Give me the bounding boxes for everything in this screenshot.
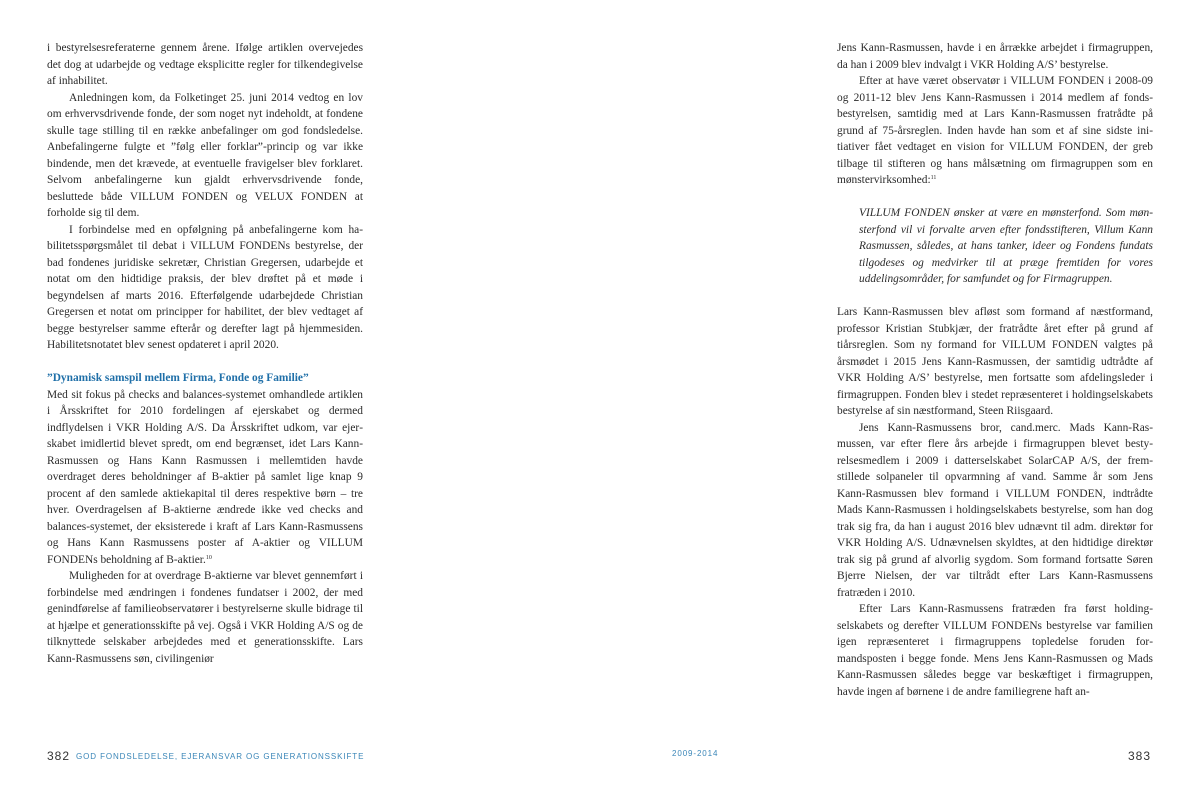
page-number: 383	[1128, 749, 1152, 763]
paragraph-text: Efter at have været observatør i VILLUM FONDEN i 2008-09 og 2011-12 blev Jens Kann-Rasmussen i 2014 medlem af fondsbestyrelsen, samtidig med at Lars Kann-Rasmussen fratrådte på grund af 75-årsreglen. Inden havde han som et af sine sidste initiativer fået vedtaget en vision for VILLUM FONDEN, der greb tilbage til stifteren og hans målsætning om firmagruppen som en mønstervirksomhed:	[837, 75, 1153, 186]
paragraph: Lars Kann-Rasmussen blev afløst som formand af næstformand, professor Kristian Stubkjær, der fratrådte året efter på grund af tiårsreglen. Som ny formand for VILLUM FONDEN valgtes på årsmødet i 2015 Jens Kann-Rasmussen, der samtidig udtrådte af VKR Holding A/S’ bestyrelse, men fortsatte som afdelingsleder i firmagruppen. Fonden blev i stedet repræsenteret i holdingselskabets bestyrelse af sin næstformand, Steen Riisgaard.	[837, 306, 1153, 417]
section-heading: ”Dynamisk samspil mellem Firma, Fonde og Familie”	[47, 372, 309, 384]
paragraph: Muligheden for at overdrage B-aktierne var blevet gennemført i forbindelse med ændringen i fondenes fundatser i 2002, der med genindførelse af familieobservatører i bestyrelserne skulle bidrage til at hjælpe et generationsskifte på vej. Også i VKR Holding A/S og de tilknyttede selskaber arbejdedes med et generationsskifte. Lars Kann-Rasmussens søn, civilingeniør	[47, 570, 363, 665]
right-page-footer	[1128, 747, 1151, 761]
left-page-footer	[47, 747, 364, 761]
running-years: 2009-2014	[672, 749, 719, 758]
footnote-marker: 11	[930, 175, 937, 181]
left-page-text	[47, 40, 363, 667]
block-quote: VILLUM FONDEN ønsker at være en mønsterfond. Som mønsterfond vil vi forvalte arven efter fondsstifteren, Villum Kann Rasmussen, således, at hans tanker, ideer og Fondens fundats tilgodeses og medvirker til at præge fremtiden for vores uddelingsområder, for samfundet og for Firmagruppen.	[859, 207, 1153, 285]
paragraph: I forbindelse med en opfølgning på anbefalingerne kom habilitetsspørgsmålet til debat i VILLUM FONDENs bestyrelse, der bad fondenes juridiske sekretær, Christian Gregersen, udarbejde et notat om den hidtidige praksis, der blev drøftet på et møde i begyndelsen af marts 2016. Efterfølgende udarbejdede Christian Gregersen et notat om principper for habilitet, der blev vedtaget af begge bestyrelser samme efterår og derefter lagt på hjemmesiden. Habilitetsnotatet blev senest opdateret i april 2020.	[47, 223, 363, 351]
paragraph	[837, 73, 1153, 189]
paragraph: Jens Kann-Rasmussen, havde i en årrække arbejdet i firmagruppen, da han i 2009 blev indvalgt i VKR Holding A/S’ bestyrelse.	[837, 42, 1153, 71]
footnote-marker: 10	[205, 554, 212, 561]
paragraph: Anledningen kom, da Folketinget 25. juni 2014 vedtog en lov om erhvervsdrivende fonde, der som noget nyt indeholdt, at fondene skulle tage stilling til en række anbefalinger om god fondsledelse. Anbefalingerne fulgte et ”følg eller forklar”-princip og var ikke bindende, men det krævede, at eventuelle fravigelser blev forklaret. Selvom anbefalingerne kun gjaldt erhvervsdrivende fonde, besluttede både VILLUM FONDEN og VELUX FONDEN at forholde sig til dem.	[47, 91, 363, 219]
paragraph: Efter Lars Kann-Rasmussens fratræden fra først holdingselskabets og derefter VILLUM FONDENs bestyrelse var familien igen repræsenteret i firmagruppens topledelse foruden formandsposten i begge fonde. Mens Jens Kann-Rasmussen og Mads Kann-Rasmussen således begge var beskæftiget i firmagruppen, havde ingen af børnene i de andre familiegrene haft an-	[837, 603, 1153, 698]
paragraph-text: Med sit fokus på checks and balances-systemet omhandlede artiklen i Årsskriftet for 2010 fordelingen af ejerskabet og dermed indflydelsen i VKR Holding A/S. Da Årsskriftet udkom, var ejerskabet imidlertid blevet spredt, om end begrænset, idet Lars Kann-Rasmussen og Hans Kann Rasmussen i mellemtiden havde overdraget deres beholdninger af B-aktier på samlet lige knap 9 procent af den samlede aktiekapital til deres respektive børn – tre hver. Overdragelsen af B-aktierne ændrede ikke ved checks and balances-systemet, der eksisterede i kraft af Lars Kann-Rasmussens og Hans Kann Rasmussens poster af A-aktier og VILLUM FONDENs beholdning af B-aktier.	[47, 388, 363, 566]
running-title: GOD FONDSLEDELSE, EJERANSVAR OG GENERATIONSSKIFTE	[76, 752, 365, 761]
paragraph	[47, 387, 363, 569]
page-number: 382	[47, 749, 71, 763]
paragraph: i bestyrelsesreferaterne gennem årene. Ifølge artiklen overvejedes det dog at udarbejde og vedtage eksplicitte regler for tilkendegivelse af inhabilitet.	[47, 42, 363, 87]
right-page-text	[837, 40, 1153, 700]
paragraph: Jens Kann-Rasmussens bror, cand.merc. Mads Kann-Rasmussen, var efter flere års arbejde i firmagruppen blevet bestyrelsesmedlem i 2009 i datterselskabet SolarCAP A/S, der fremstillede solpaneler til opvarmning af vand. Samme år som Jens Kann-Rasmussen blev formand i VILLUM FONDEN, indtrådte Mads Kann-Rasmussen i holdingselskabets bestyrelse, som han dog trak sig fra, da han i august 2016 blev udnævnt til adm. direktør for VKR Holding A/S. Udnævnelsen skyldtes, at den hidtidige direktør trak sig på grund af alvorlig sygdom. Som formand fortsatte Søren Bjerre Nielsen, der var tiltrådt efter Lars Kann-Rasmussens fratræden i 2010.	[837, 421, 1153, 599]
